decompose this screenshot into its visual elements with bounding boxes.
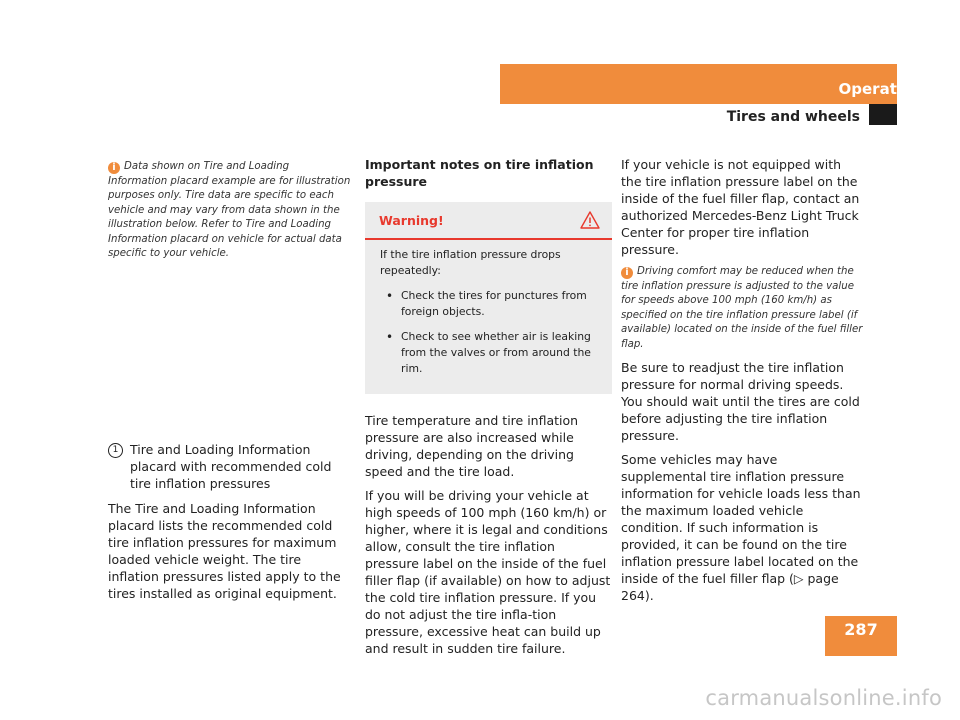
column-right <box>621 156 864 611</box>
warning-box <box>365 202 612 394</box>
warning-item: • Check the tires for punctures from foreign objects. <box>380 288 600 320</box>
header-bar <box>500 64 897 104</box>
callout-number: 1 <box>108 443 123 458</box>
warning-intro: If the tire inflation pressure drops repeatedly: <box>380 248 561 277</box>
section-title: Operation <box>838 80 923 98</box>
temperature-paragraph: Tire temperature and tire inflation pressure are also increased while driving, depending on the driving speed and the tire load. <box>365 413 579 479</box>
callout-item <box>108 441 351 492</box>
readjust-paragraph: Be sure to readjust the tire inflation pressure for normal driving speeds. You should wait until the tires are cold before adjusting the tire inflation pressure. <box>621 360 860 443</box>
info-icon: i <box>108 162 120 174</box>
watermark: carmanualsonline.info <box>705 686 942 710</box>
warning-triangle-icon <box>580 211 600 229</box>
info-note <box>108 160 351 262</box>
column-middle <box>365 156 612 664</box>
placard-paragraph: The Tire and Loading Information placard lists the recommended cold tire inflation pressures for maximum loaded vehicle weight. The tire inflation pressures listed apply to the tires installed as original equipment. <box>108 500 341 601</box>
supplemental-paragraph: Some vehicles may have supplemental tire inflation pressure information for vehicle loads less than the maximum loaded vehicle condition. If such information is provided, it can be found on the tire inflation pressure label located on the inside of the fuel filler flap (▷ page 264). <box>621 452 861 603</box>
warning-item: • Check to see whether air is leaking from the valves or from around the rim. <box>380 329 600 377</box>
warning-body <box>365 240 612 394</box>
warning-header <box>365 202 612 240</box>
header-marker <box>869 104 897 125</box>
info-note-text: Driving comfort may be reduced when the tire inflation pressure is adjusted to the value for speeds above 100 mph (160 km/h) as specified on the tire inflation pressure label (if available) located on the inside of the fuel filler flap. <box>621 266 863 350</box>
info-note <box>621 265 864 352</box>
section-heading: Important notes on tire inflation pressure <box>365 157 594 189</box>
label-paragraph: If your vehicle is not equipped with the tire inflation pressure label on the inside of the fuel filler flap, contact an authorized Mercedes-Benz Light Truck Center for proper tire inflation pressure. <box>621 157 860 257</box>
subsection-title: Tires and wheels <box>726 109 860 125</box>
info-icon: i <box>621 267 633 279</box>
warning-list <box>380 288 600 377</box>
high-speed-paragraph: If you will be driving your vehicle at high speeds of 100 mph (160 km/h) or higher, where it is legal and conditions allow, consult the tire inflation pressure label on the inside of the fuel filler flap (if available) on how to adjust the cold tire inflation pressure. If you do not adjust the tire infla-tion pressure, excessive heat can build up and result in sudden tire failure. <box>365 488 611 656</box>
warning-title: Warning! <box>379 212 444 228</box>
column-left <box>108 160 351 609</box>
page-number: 287 <box>825 616 897 656</box>
info-note-text: Data shown on Tire and Loading Information placard example are for illustration purposes only. Tire data are specific to each vehicle and may vary from data shown in the illustration below. Refer to Tire and Loading Information placard on vehicle for actual data specific to your vehicle. <box>108 161 351 259</box>
illustration-placeholder <box>108 269 351 441</box>
callout-text: Tire and Loading Information placard with recommended cold tire inflation pressures <box>130 441 332 491</box>
